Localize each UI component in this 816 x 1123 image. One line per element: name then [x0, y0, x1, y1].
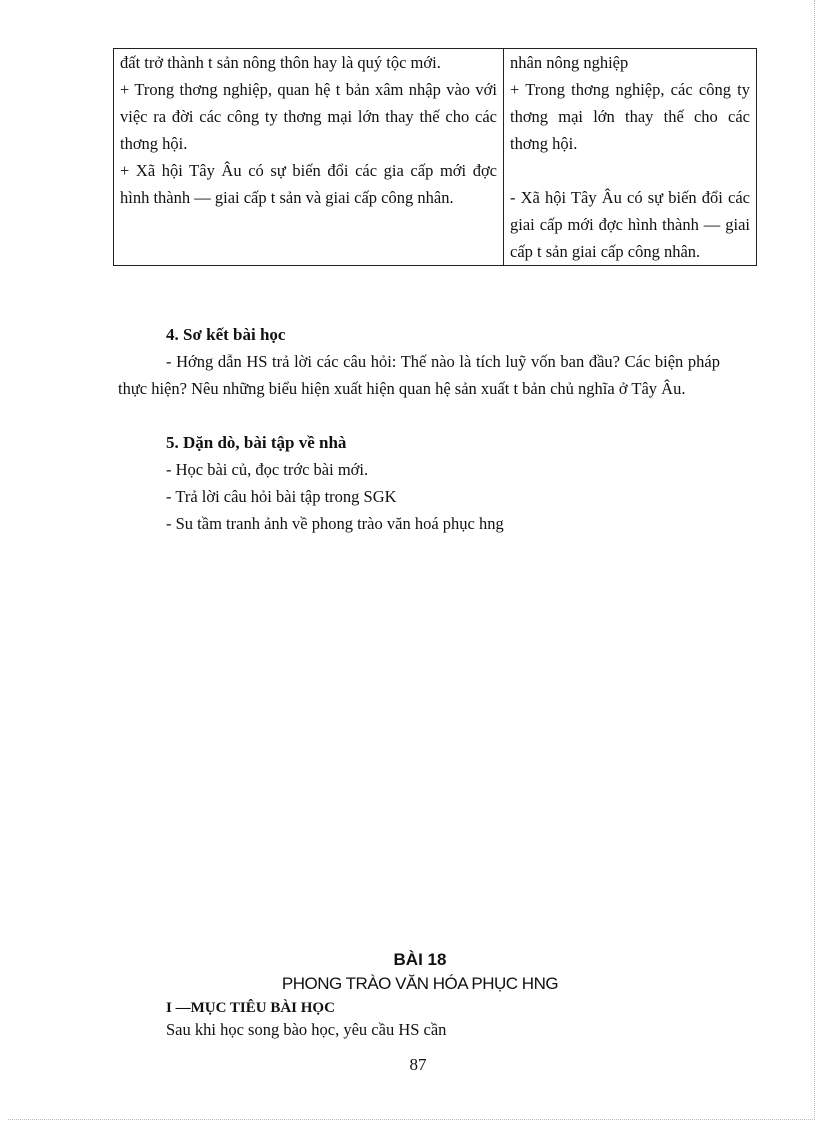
objectives-intro: Sau khi học song bào học, yêu cầu HS cần: [166, 1020, 447, 1039]
section-4: [166, 321, 720, 348]
table-left-line: đất trở thành t sản nông thôn hay là quý tộc mới.: [120, 53, 441, 72]
table-spacer: [510, 157, 750, 184]
table-left-line: + Trong thơng nghiệp, quan hệ t bản xâm nhập vào với việc ra đời các công ty thơng mại lớn thay thế cho các thơng hội.: [120, 80, 497, 153]
table-right-line: + Trong thơng nghiệp, các công ty thơng mại lớn thay thế cho các thơng hội.: [510, 80, 750, 153]
table-left-line: + Xã hội Tây Âu có sự biến đổi các gia cấp mới đợc hình thành — giai cấp t sản và giai cấp công nhân.: [120, 161, 497, 207]
section-5-heading: 5. Dặn dò, bài tập về nhà: [166, 433, 347, 452]
section-4-heading: 4. Sơ kết bài học: [166, 325, 286, 344]
table-cell-right: [504, 49, 757, 266]
section-5: [166, 429, 720, 537]
table-cell-left: [114, 49, 504, 266]
list-item: - Su tầm tranh ảnh về phong trào văn hoá phục hng: [166, 514, 504, 533]
comparison-table: [113, 48, 757, 266]
table-right-line: nhân nông nghiệp: [510, 53, 629, 72]
lesson-title: BÀI 18: [393, 950, 447, 969]
objectives-heading: I —MỤC TIÊU BÀI HỌC: [166, 1000, 335, 1016]
list-item: - Học bài củ, đọc trớc bài mới.: [166, 460, 369, 479]
section-4-text: - Hớng dẫn HS trả lời các câu hỏi: Thế nào là tích luỹ vốn ban đầu? Các biện pháp thực hiện? Nêu những biểu hiện xuất hiện quan hệ sản xuất t bản chủ nghĩa ở Tây Âu.: [118, 352, 720, 398]
table-row: [114, 49, 757, 266]
page-number: 87: [409, 1055, 427, 1074]
lesson-subtitle: PHONG TRÀO VĂN HÓA PHỤC HNG: [281, 974, 559, 993]
table-right-line: - Xã hội Tây Âu có sự biến đổi các giai cấp mới đợc hình thành — giai cấp t sản giai cấp công nhân.: [510, 188, 750, 261]
list-item: - Trả lời câu hỏi bài tập trong SGK: [166, 487, 397, 506]
